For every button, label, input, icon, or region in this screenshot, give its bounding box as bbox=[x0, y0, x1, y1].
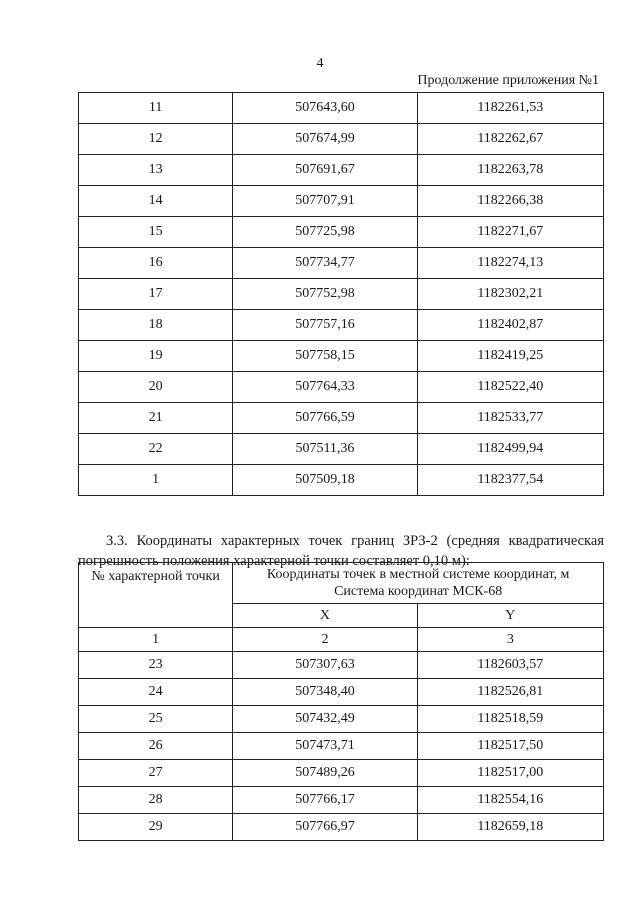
y-coordinate-cell: 1182603,57 bbox=[417, 652, 603, 679]
table-row bbox=[79, 155, 604, 186]
section-3-3-paragraph: 3.3. Координаты характерных точек границ ЗРЗ-2 (средняя квадратическая погрешность положения характерной точки составляет 0,10 м): bbox=[78, 532, 604, 569]
x-coordinate-cell: 507307,63 bbox=[233, 652, 417, 679]
y-coordinate-cell: 1182526,81 bbox=[417, 679, 603, 706]
x-coordinate-cell: 507707,91 bbox=[233, 186, 417, 217]
y-coordinate-cell: 1182522,40 bbox=[417, 372, 603, 403]
x-coordinate-cell: 507691,67 bbox=[233, 155, 417, 186]
y-coordinate-cell: 1182261,53 bbox=[417, 93, 603, 124]
table-row bbox=[79, 787, 604, 814]
y-coordinate-cell: 1182402,87 bbox=[417, 310, 603, 341]
table-row bbox=[79, 186, 604, 217]
point-number-cell: 14 bbox=[79, 186, 233, 217]
point-number-cell: 22 bbox=[79, 434, 233, 465]
y-coordinate-cell: 1182533,77 bbox=[417, 403, 603, 434]
x-coordinate-cell: 507752,98 bbox=[233, 279, 417, 310]
x-coordinate-cell: 507473,71 bbox=[233, 733, 417, 760]
table-row bbox=[79, 465, 604, 496]
x-coordinate-cell: 507764,33 bbox=[233, 372, 417, 403]
table-row bbox=[79, 124, 604, 155]
y-coordinate-cell: 1182499,94 bbox=[417, 434, 603, 465]
point-number-cell: 28 bbox=[79, 787, 233, 814]
x-coordinate-cell: 507643,60 bbox=[233, 93, 417, 124]
column-numbers-row bbox=[79, 628, 604, 652]
x-coordinate-cell: 507757,16 bbox=[233, 310, 417, 341]
x-header: X bbox=[233, 604, 417, 628]
point-number-cell: 25 bbox=[79, 706, 233, 733]
point-number-header: № характерной точки bbox=[79, 563, 233, 628]
point-number-cell: 16 bbox=[79, 248, 233, 279]
coordinates-table-zrz2 bbox=[78, 562, 604, 841]
point-number-cell: 12 bbox=[79, 124, 233, 155]
column-number-cell: 2 bbox=[233, 628, 417, 652]
table-row bbox=[79, 760, 604, 787]
y-coordinate-cell: 1182377,54 bbox=[417, 465, 603, 496]
y-coordinate-cell: 1182271,67 bbox=[417, 217, 603, 248]
table-row bbox=[79, 733, 604, 760]
y-header: Y bbox=[417, 604, 603, 628]
point-number-cell: 11 bbox=[79, 93, 233, 124]
table-row bbox=[79, 403, 604, 434]
point-number-cell: 18 bbox=[79, 310, 233, 341]
y-coordinate-cell: 1182518,59 bbox=[417, 706, 603, 733]
y-coordinate-cell: 1182659,18 bbox=[417, 814, 603, 841]
table-row bbox=[79, 652, 604, 679]
table-row bbox=[79, 310, 604, 341]
point-number-cell: 17 bbox=[79, 279, 233, 310]
table-row bbox=[79, 814, 604, 841]
x-coordinate-cell: 507674,99 bbox=[233, 124, 417, 155]
x-coordinate-cell: 507725,98 bbox=[233, 217, 417, 248]
column-number-cell: 3 bbox=[417, 628, 603, 652]
table-header-row bbox=[79, 563, 604, 604]
table-row bbox=[79, 679, 604, 706]
x-coordinate-cell: 507766,59 bbox=[233, 403, 417, 434]
table-row bbox=[79, 217, 604, 248]
table-row bbox=[79, 279, 604, 310]
point-number-cell: 29 bbox=[79, 814, 233, 841]
coordinates-header-line1: Координаты точек в местной системе координат, м bbox=[266, 567, 570, 582]
coordinates-header bbox=[233, 563, 604, 604]
x-coordinate-cell: 507734,77 bbox=[233, 248, 417, 279]
table-row bbox=[79, 341, 604, 372]
point-number-cell: 13 bbox=[79, 155, 233, 186]
point-number-cell: 24 bbox=[79, 679, 233, 706]
x-coordinate-cell: 507511,36 bbox=[233, 434, 417, 465]
point-number-cell: 23 bbox=[79, 652, 233, 679]
point-number-cell: 20 bbox=[79, 372, 233, 403]
y-coordinate-cell: 1182263,78 bbox=[417, 155, 603, 186]
y-coordinate-cell: 1182517,00 bbox=[417, 760, 603, 787]
y-coordinate-cell: 1182302,21 bbox=[417, 279, 603, 310]
x-coordinate-cell: 507766,17 bbox=[233, 787, 417, 814]
appendix-note: Продолжение приложения №1 bbox=[417, 73, 599, 88]
point-number-cell: 27 bbox=[79, 760, 233, 787]
y-coordinate-cell: 1182517,50 bbox=[417, 733, 603, 760]
table-row bbox=[79, 248, 604, 279]
point-number-cell: 1 bbox=[79, 465, 233, 496]
x-coordinate-cell: 507509,18 bbox=[233, 465, 417, 496]
y-coordinate-cell: 1182274,13 bbox=[417, 248, 603, 279]
y-coordinate-cell: 1182262,67 bbox=[417, 124, 603, 155]
table-row bbox=[79, 93, 604, 124]
column-number-cell: 1 bbox=[79, 628, 233, 652]
x-coordinate-cell: 507489,26 bbox=[233, 760, 417, 787]
point-number-cell: 26 bbox=[79, 733, 233, 760]
point-number-cell: 19 bbox=[79, 341, 233, 372]
x-coordinate-cell: 507766,97 bbox=[233, 814, 417, 841]
x-coordinate-cell: 507348,40 bbox=[233, 679, 417, 706]
table-row bbox=[79, 372, 604, 403]
x-coordinate-cell: 507758,15 bbox=[233, 341, 417, 372]
point-number-cell: 15 bbox=[79, 217, 233, 248]
table-row bbox=[79, 706, 604, 733]
y-coordinate-cell: 1182554,16 bbox=[417, 787, 603, 814]
coordinates-table-continued bbox=[78, 92, 604, 496]
page-number: 4 bbox=[316, 56, 324, 71]
y-coordinate-cell: 1182266,38 bbox=[417, 186, 603, 217]
coordinates-header-line2: Система координат МСК-68 bbox=[334, 584, 503, 599]
x-coordinate-cell: 507432,49 bbox=[233, 706, 417, 733]
table-row bbox=[79, 434, 604, 465]
y-coordinate-cell: 1182419,25 bbox=[417, 341, 603, 372]
point-number-cell: 21 bbox=[79, 403, 233, 434]
